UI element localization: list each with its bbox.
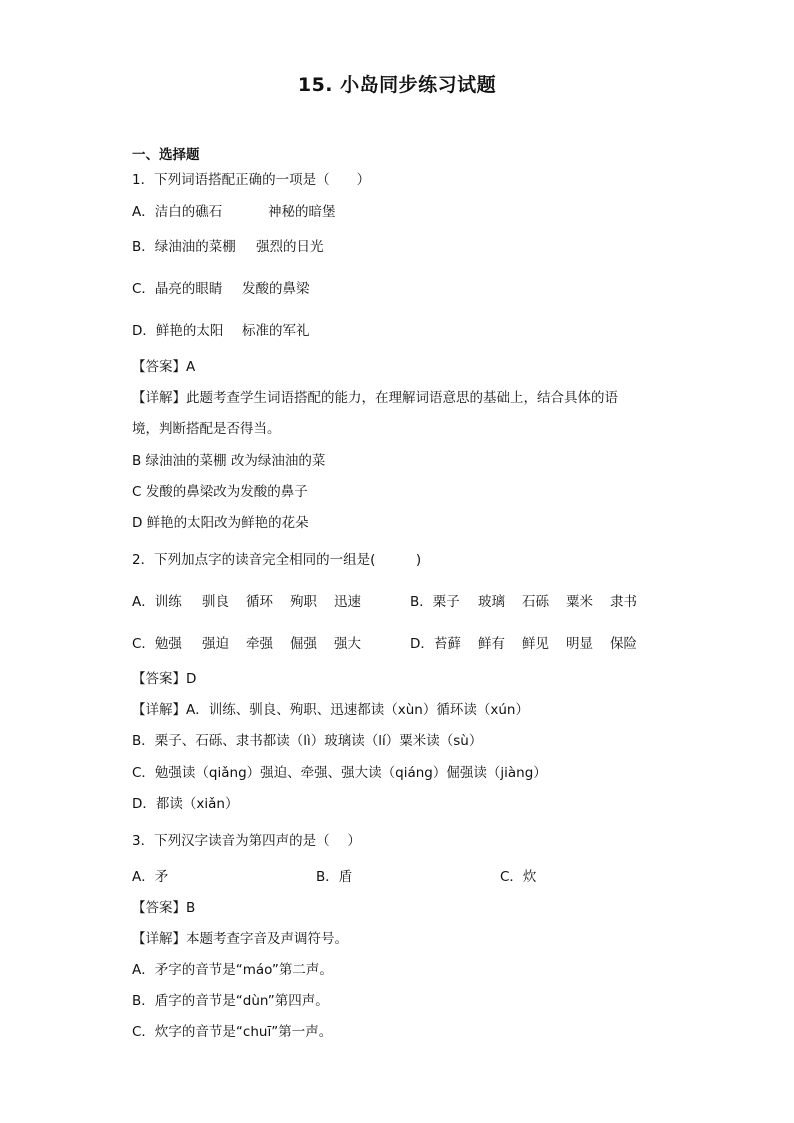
q1-option-d-2: 标准的军礼 (242, 323, 310, 339)
q2-stem: 2．下列加点字的读音完全相同的一组是( ) (132, 552, 422, 568)
q1-detail-1: 【详解】此题考查学生词语搭配的能力，在理解词语意思的基础上，结合具体的语 (132, 390, 618, 406)
q2-option-a-word: A．训练 (132, 594, 182, 610)
q2-answer: 【答案】D (132, 671, 197, 687)
q3-detail-1: 【详解】本题考查字音及声调符号。 (132, 931, 348, 947)
q3-stem: 3．下列汉字读音为第四声的是（ ） (132, 833, 361, 849)
q2-option-c-word: 倔强 (290, 636, 317, 652)
q1-stem: 1．下列词语搭配正确的一项是（ ） (132, 172, 371, 188)
q3-answer: 【答案】B (132, 900, 196, 916)
q1-answer: 【答案】A (132, 359, 196, 375)
q2-detail-1: 【详解】A．训练、驯良、殉职、迅速都读（xùn）循环读（xún） (132, 702, 529, 718)
q2-option-d-word: D．苔藓 (410, 636, 461, 652)
q2-detail-4: D．都读（xiǎn） (132, 796, 239, 812)
q2-option-b-word: 隶书 (610, 594, 637, 610)
q1-detail-3: B 绿油油的菜棚 改为绿油油的菜 (132, 453, 326, 469)
q2-detail-3: C．勉强读（qiǎng）强迫、牵强、强大读（qiáng）倔强读（jiàng） (132, 765, 547, 781)
q2-option-c-word: 强迫 (202, 636, 229, 652)
section-heading: 一、选择题 (132, 147, 200, 163)
q1-option-a-2: 神秘的暗堡 (268, 204, 336, 220)
q3-detail-3: B．盾字的音节是“dùn”第四声。 (132, 993, 329, 1009)
q1-option-a-1: A．洁白的礁石 (132, 204, 223, 220)
q3-detail-2: A．矛字的音节是“máo”第二声。 (132, 962, 333, 978)
q1-option-b-2: 强烈的日光 (256, 239, 324, 255)
q1-option-c-2: 发酸的鼻梁 (242, 281, 310, 297)
q2-option-b-word: B．栗子 (410, 594, 460, 610)
q2-option-b-word: 石砾 (522, 594, 549, 610)
q2-option-c-word: C．勉强 (132, 636, 182, 652)
q2-option-b-word: 玻璃 (478, 594, 505, 610)
q2-option-c-word: 牵强 (246, 636, 273, 652)
q3-option-c: C．炊 (500, 869, 537, 885)
q2-option-c-word: 强大 (334, 636, 361, 652)
page-title: 15. 小岛同步练习试题 (297, 74, 497, 96)
q2-option-a-word: 殉职 (290, 594, 317, 610)
q2-option-a-word: 循环 (246, 594, 273, 610)
q3-option-a: A．矛 (132, 869, 169, 885)
q3-detail-4: C．炊字的音节是“chuī”第一声。 (132, 1024, 333, 1040)
q2-option-a-word: 迅速 (334, 594, 361, 610)
q2-option-d-word: 明显 (566, 636, 593, 652)
q1-detail-2: 境，判断搭配是否得当。 (132, 421, 281, 437)
q1-option-c-1: C．晶亮的眼睛 (132, 281, 223, 297)
q1-option-b-1: B．绿油油的菜棚 (132, 239, 236, 255)
q2-option-b-word: 粟米 (566, 594, 593, 610)
q2-detail-2: B．栗子、石砾、隶书都读（lì）玻璃读（lí）粟米读（sù） (132, 733, 483, 749)
q2-option-d-word: 鲜有 (478, 636, 505, 652)
q3-option-b: B．盾 (316, 869, 353, 885)
q1-detail-4: C 发酸的鼻梁改为发酸的鼻子 (132, 484, 308, 500)
q2-option-d-word: 鲜见 (522, 636, 549, 652)
q2-option-a-word: 驯良 (202, 594, 229, 610)
q1-option-d-1: D．鲜艳的太阳 (132, 323, 224, 339)
q2-option-d-word: 保险 (610, 636, 637, 652)
q1-detail-5: D 鲜艳的太阳改为鲜艳的花朵 (132, 515, 309, 531)
